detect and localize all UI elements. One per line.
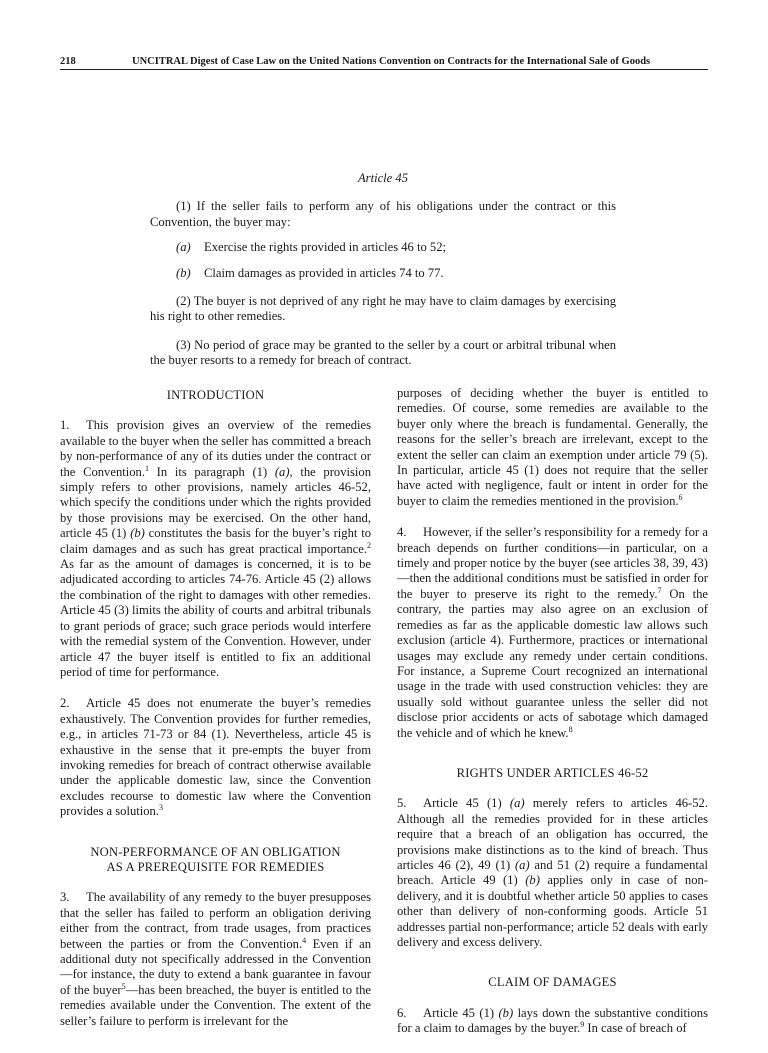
- footnote-ref[interactable]: 6: [678, 492, 683, 502]
- paragraph-number: 5.: [397, 796, 407, 811]
- footnote-ref[interactable]: 3: [159, 802, 163, 812]
- page-number: 218: [60, 56, 76, 67]
- paragraph-5: 5. Article 45 (1) (a) merely refers to articles 46-52. Although all the remedies provided for in these articles require that a breach of an obligation has occurred, the provisions make distinctions as to the kind of breach. Thus articles 46 (2), 49 (1) (a) and 51 (2) require a fundamental breach. Article 49 (1) (b) applies only in case of non-delivery, and it is doubtful whether article 50 applies to cases other than delivery of non-conforming goods. Article 51 addresses partial non-performance; article 52 deals with early delivery and excess delivery.: [397, 796, 708, 949]
- paragraph-number: 2.: [60, 696, 70, 711]
- subparagraph-text: Claim damages as provided in articles 74 to 77.: [204, 265, 444, 280]
- right-column: [397, 386, 708, 1053]
- paragraph-6: 6. Article 45 (1) (b) lays down the substantive conditions for a claim to damages by the buyer.$^9$ In case of breach of: [397, 1005, 708, 1036]
- paragraph-1: 1. This provision gives an overview of the remedies available to the buyer when the seller has committed a breach by non-performance of any of its duties under the contract or the Convention.$^1$ In its paragraph (1) (a), the provision simply refers to other provisions, namely articles 46-52, which specify the conditions under which the rights provided by those provisions may be exercised. On the other hand, article 45 (1) (b) constitutes the basis for the buyer’s right to claim damages and as such has great practical importance.$^2$ As far as the amount of damages is concerned, it is to be adjudicated according to articles 74-76. Article 45 (2) allows the combination of the right to damages with other remedies. Article 45 (3) limits the ability of courts and arbitral tribunals to grant periods of grace; such grace periods would interfere with the remedial system of the Convention. However, under article 47 the buyer itself is entitled to fix an additional period of time for performance.: [60, 418, 372, 679]
- paragraph-4: 4. However, if the seller’s responsibility for a remedy for a breach depends on further conditions—in particular, on a timely and proper notice by the buyer (see articles 38, 39, 43)—then the additional conditions must be satisfied in order for the buyer to preserve its right to the remedy.$^7$ On the contrary, the parties may also agree on an exclusion of remedies as far as the applicable domestic law allows such exclusion (article 4). Furthermore, practices or international usages may exclude any remedy under certain conditions. For instance, a Supreme Court recognized an international usage in the trade with used construction vehicles: they are usually sold without guarantee unless the seller did not disclose prior accidents or acts of sabotage which damaged the vehicle and of which he knew.$^8$: [397, 525, 708, 740]
- article-text-block: [150, 171, 616, 369]
- section-heading-rights: RIGHTS UNDER ARTICLES 46-52: [456, 765, 649, 780]
- footnote-ref[interactable]: 2: [367, 540, 371, 550]
- paragraph-number: 6.: [397, 1005, 407, 1020]
- article-subparagraph-b: [150, 266, 616, 281]
- subparagraph-label: (a): [176, 240, 191, 255]
- footnote-ref[interactable]: 9: [580, 1020, 585, 1030]
- section-heading-claim-of-damages: CLAIM OF DAMAGES: [488, 975, 617, 990]
- footnote-ref[interactable]: 4: [302, 935, 307, 945]
- footnote-ref[interactable]: 1: [145, 463, 149, 473]
- paragraph-number: 3.: [60, 890, 70, 905]
- paragraph-3: 3. The availability of any remedy to the buyer presupposes that the seller has failed to perform an obligation deriving either from the contract, from trade usages, from practices between the parties or from the Convention.$^4$ Even if an additional duty not specifically addressed in the Convention—for instance, the duty to extend a bank guarantee in favour of the buyer$^5$—has been breached, the buyer is entitled to the remedies available under the Convention. The extent of the seller’s failure to perform is irrelevant for the: [60, 890, 371, 1028]
- section-heading-non-performance: NON-PERFORMANCE OF AN OBLIGATION AS A PREREQUISITE FOR REMEDIES: [90, 844, 341, 874]
- paragraph-number: 1.: [60, 418, 70, 433]
- paragraph-number: 4.: [397, 525, 407, 540]
- footnote-ref[interactable]: 7: [657, 585, 662, 595]
- article-subparagraph-a: [150, 240, 616, 255]
- subparagraph-text: Exercise the rights provided in articles 46 to 52;: [204, 240, 447, 255]
- left-column: [60, 388, 371, 1045]
- subparagraph-label: (b): [176, 265, 191, 280]
- running-title: UNCITRAL Digest of Case Law on the United Nations Convention on Contracts for the International Sale of Goods: [132, 56, 651, 67]
- footnote-ref[interactable]: 5: [121, 981, 126, 991]
- article-paragraph-3: (3) No period of grace may be granted to the seller by a court or arbitral tribunal when the buyer resorts to a remedy for breach of contract.: [150, 337, 616, 368]
- paragraph-2: 2. Article 45 does not enumerate the buyer’s remedies exhaustively. The Convention provides for further remedies, e.g., in articles 71-73 or 84 (1). Nevertheless, article 45 is exhaustive in the sense that it pre-empts the buyer from invoking remedies for breach of contract otherwise available under the applicable domestic law, since the Convention excludes recourse to domestic law where the Convention provides a solution.$^3$: [60, 696, 371, 819]
- paragraph-3-continued: purposes of deciding whether the buyer is entitled to remedies. Of course, some remedies are available to the buyer only where the breach is fundamental. Generally, the reasons for the seller’s breach are irrelevant, except to the extent the seller can claim an exemption under article 79 (5). In particular, article 45 (1) does not require that the seller have acted with negligence, fault or intent in order for the buyer to claim the remedies mentioned in the provision.$^6$: [397, 386, 708, 508]
- article-paragraph-1: (1) If the seller fails to perform any of his obligations under the contract or this Convention, the buyer may:: [150, 199, 616, 229]
- running-header: [60, 56, 708, 70]
- section-heading-introduction: INTRODUCTION: [166, 388, 265, 402]
- article-title: Article 45: [357, 171, 408, 185]
- article-paragraph-2: (2) The buyer is not deprived of any right he may have to claim damages by exercising his right to other remedies.: [150, 294, 616, 324]
- footnote-ref[interactable]: 8: [568, 724, 573, 734]
